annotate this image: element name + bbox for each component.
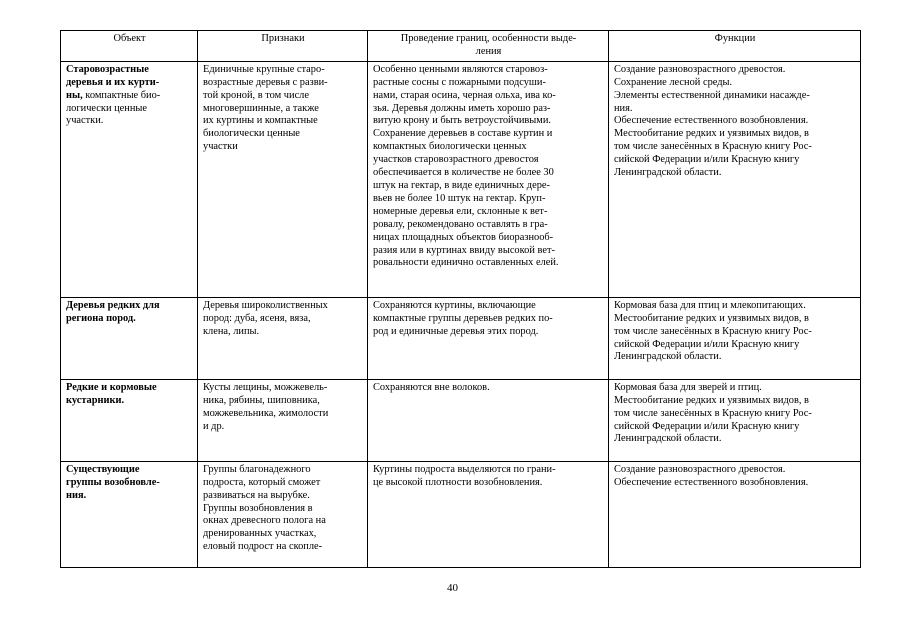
signs-cell: Группы благонадежного подроста, который сможет развиваться на вырубке. Группы возобновления в окнах древесного полога на дренированных участках, еловый подрост на скопле- (198, 461, 368, 567)
functions-cell: Создание разновозрастного древостоя. Сохранение лесной среды. Элементы естественной динамики насажде- ния. Обеспечение естественного возобновления. Местообитание редких и уязвимых видов, в том числе занесённых в Красную книгу Рос- сийской Федерации и/или Красную книгу Ленинградской области. (609, 61, 861, 297)
table-row (61, 61, 861, 297)
table-row (61, 461, 861, 567)
functions-cell: Кормовая база для зверей и птиц. Местообитание редких и уязвимых видов, в том числе занесённых в Красную книгу Рос- сийской Федерации и/или Красную книгу Ленинградской области. (609, 379, 861, 461)
header-object: Объект (61, 31, 198, 62)
header-boundaries: Проведение границ, особенности выде- ления (368, 31, 609, 62)
functions-cell: Создание разновозрастного древостоя. Обеспечение естественного возобновления. (609, 461, 861, 567)
header-signs: Признаки (198, 31, 368, 62)
functions-cell: Кормовая база для птиц и млекопитающих. Местообитание редких и уязвимых видов, в том числе занесённых в Красную книгу Рос- сийской Федерации и/или Красную книгу Ленинградской области. (609, 297, 861, 379)
header-functions: Функции (609, 31, 861, 62)
page-number: 40 (447, 582, 458, 594)
main-table (60, 30, 861, 568)
signs-cell: Деревья широколиственных пород: дуба, ясеня, вяза, клена, липы. (198, 297, 368, 379)
header-row (61, 31, 861, 62)
object-cell: Редкие и кормовые кустарники. (61, 379, 198, 461)
object-cell: Существующие группы возобновле- ния. (61, 461, 198, 567)
object-cell: Деревья редких для региона пород. (61, 297, 198, 379)
table-row (61, 297, 861, 379)
boundaries-cell: Сохраняются вне волоков. (368, 379, 609, 461)
object-cell: Старовозрастные деревья и их курти- ны, компактные био- логически ценные участки. (61, 61, 198, 297)
signs-cell: Кусты лещины, можжевель- ника, рябины, шиповника, можжевельника, жимолости и др. (198, 379, 368, 461)
signs-cell: Единичные крупные старо- возрастные деревья с разви- той кроной, в том числе многовершинные, а также их куртины и компактные биологически ценные участки (198, 61, 368, 297)
boundaries-cell: Куртины подроста выделяются по грани- це высокой плотности возобновления. (368, 461, 609, 567)
boundaries-cell: Особенно ценными являются старовоз- растные сосны с пожарными подсуши- нами, старая осина, черная ольха, ива ко- зья. Деревья должны иметь хорошо раз- витую крону и быть ветроустойчивыми. Сохранение деревьев в составе куртин и компактных биологически ценных участков старовозрастного древостоя обеспечивается в количестве не более 30 штук на гектар, в виде единичных дере- вьев не более 10 штук на гектар. Круп- номерные деревья ели, склонные к вет- ровалу, рекомендовано оставлять в гра- ницах площадных объектов биоразнооб- разия или в куртинах ввиду высокой вет- ровальности единично оставленных елей. (368, 61, 609, 297)
boundaries-cell: Сохраняются куртины, включающие компактные группы деревьев редких по- род и единичные деревья этих пород. (368, 297, 609, 379)
table-row (61, 379, 861, 461)
